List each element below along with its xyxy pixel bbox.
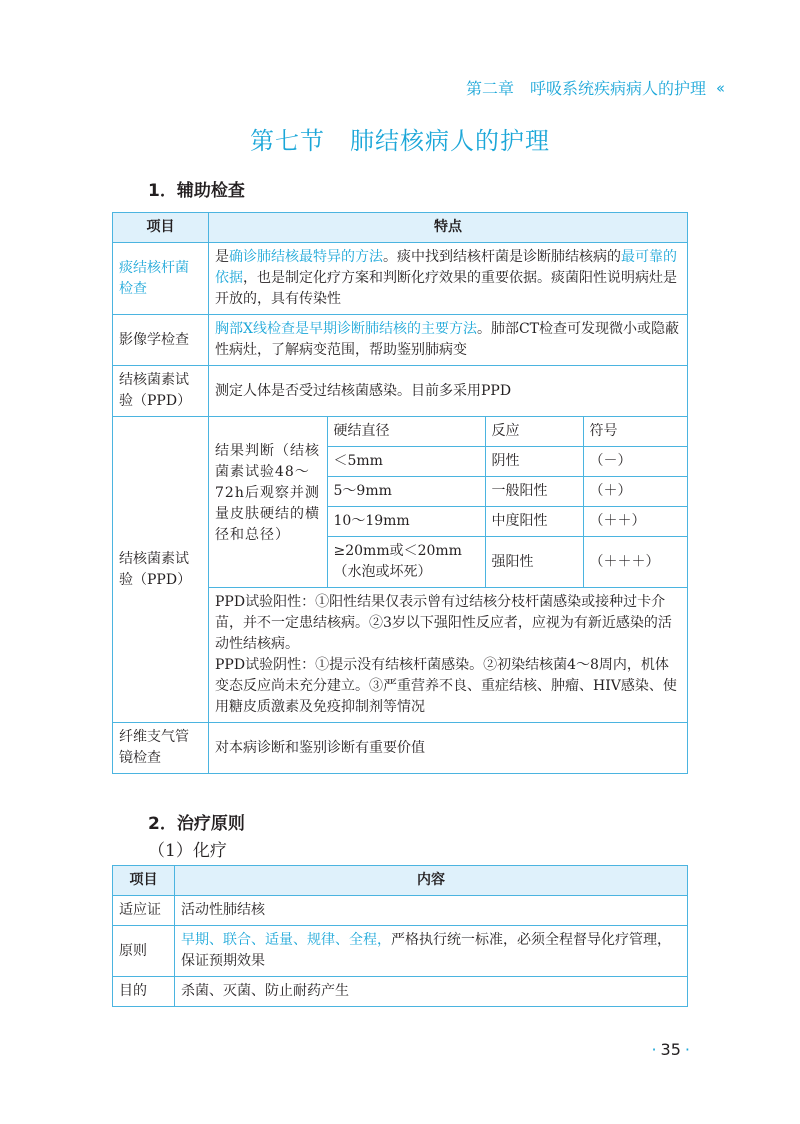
table-row <box>113 417 688 723</box>
text: 严格执行统一标准，必须全程督导化疗管理，保证预期效果 <box>181 932 671 969</box>
page-number-value: 35 <box>660 1040 681 1059</box>
sub-cell-reaction: 一般阳性 <box>485 477 583 507</box>
ppd-positive-text: PPD试验阳性：①阳性结果仅表示曾有过结核分枝杆菌感染或接种过卡介苗，并不一定患结核病。②3岁以下强阳性反应者，应视为有新近感染的活动性结核病。 <box>215 594 672 652</box>
sub-cell-reaction: 强阳性 <box>485 537 583 588</box>
row-item-purpose: 目的 <box>113 977 175 1007</box>
sub-cell-diameter: 10～19mm <box>327 507 485 537</box>
section-title: 第七节 肺结核病人的护理 <box>250 127 550 155</box>
sub-cell-symbol: （－） <box>583 447 687 477</box>
text: 。肺部CT检查可发现微小或隐蔽性病灶，了解病变范围，帮助鉴别肺病变 <box>215 321 680 358</box>
sub-cell-diameter: ≥20mm或＜20mm（水泡或坏死） <box>327 537 485 588</box>
running-header <box>466 76 722 99</box>
page-number <box>651 1040 690 1059</box>
heading-auxiliary-exam: 1．辅助检查 <box>148 181 245 201</box>
row-item-indication: 适应证 <box>113 896 175 926</box>
heading-chemotherapy: （1）化疗 <box>148 841 227 861</box>
table-row <box>113 896 688 926</box>
header-feature: 特点 <box>209 213 688 243</box>
sub-cell-diameter: 5～9mm <box>327 477 485 507</box>
row-feature-sputum <box>209 243 688 315</box>
row-feature-imaging <box>209 315 688 366</box>
table-row <box>113 366 688 417</box>
highlight-text: 早期、联合、适量、规律、全程， <box>181 932 391 948</box>
text: 是 <box>215 249 229 265</box>
row-item-principle: 原则 <box>113 926 175 977</box>
sub-header-diameter: 硬结直径 <box>327 417 485 447</box>
row-item-sputum: 痰结核杆菌检查 <box>113 243 209 315</box>
sub-cell-reaction: 中度阳性 <box>485 507 583 537</box>
row-content-principle <box>175 926 688 977</box>
ppd-judge-note: 结果判断（结核菌素试验48～72h后观察并测量皮肤硬结的横径和总径） <box>209 417 327 588</box>
ppd-explanation <box>209 588 687 723</box>
text: ，也是制定化疗方案和判断化疗效果的重要依据。痰菌阳性说明病灶是开放的，具有传染性 <box>215 270 677 307</box>
chapter-title: 第二章 呼吸系统疾病病人的护理 <box>465 79 706 98</box>
chevron-left-icon: ‹‹ <box>716 78 722 97</box>
row-item-imaging: 影像学检查 <box>113 315 209 366</box>
row-item-ppd: 结核菌素试验（PPD） <box>113 366 209 417</box>
table-row <box>113 977 688 1007</box>
highlight-text: 胸部X线检查是早期诊断肺结核的主要方法 <box>215 321 477 337</box>
dot-right: · <box>684 1040 690 1059</box>
row-content-indication: 活动性肺结核 <box>175 896 688 926</box>
sub-cell-symbol: （＋） <box>583 477 687 507</box>
table-row <box>113 315 688 366</box>
header-item: 项目 <box>113 866 175 896</box>
highlight-text: 确诊肺结核最特异的方法 <box>229 249 383 265</box>
sub-cell-diameter: ＜5mm <box>327 447 485 477</box>
table-row <box>113 243 688 315</box>
row-item-ppd-result: 结核菌素试验（PPD） <box>113 417 209 723</box>
row-feature-bronchoscopy: 对本病诊断和鉴别诊断有重要价值 <box>209 723 688 774</box>
dot-left: · <box>651 1040 657 1059</box>
sub-cell-reaction: 阴性 <box>485 447 583 477</box>
sub-header-symbol: 符号 <box>583 417 687 447</box>
auxiliary-exam-table <box>112 212 688 774</box>
header-content: 内容 <box>175 866 688 896</box>
row-content-purpose: 杀菌、灭菌、防止耐药产生 <box>175 977 688 1007</box>
header-item: 项目 <box>113 213 209 243</box>
sub-header-reaction: 反应 <box>485 417 583 447</box>
row-feature-ppd: 测定人体是否受过结核菌感染。目前多采用PPD <box>209 366 688 417</box>
table-header-row <box>113 213 688 243</box>
table-row <box>113 723 688 774</box>
sub-cell-symbol: （＋＋＋） <box>583 537 687 588</box>
sub-cell-symbol: （＋＋） <box>583 507 687 537</box>
highlight-text: 最可靠的依据 <box>215 249 677 286</box>
chemotherapy-table <box>112 865 688 1007</box>
heading-treatment: 2．治疗原则 <box>148 814 245 834</box>
ppd-negative-text: PPD试验阴性：①提示没有结核杆菌感染。②初染结核菌4～8周内，机体变态反应尚未充分建立。③严重营养不良、重症结核、肿瘤、HIV感染、使用糖皮质激素及免疫抑制剂等情况 <box>215 657 677 715</box>
table-row <box>113 926 688 977</box>
row-item-bronchoscopy: 纤维支气管镜检查 <box>113 723 209 774</box>
table-header-row <box>113 866 688 896</box>
ppd-result-subtable <box>209 417 687 722</box>
text: 。痰中找到结核杆菌是诊断肺结核病的 <box>383 249 621 265</box>
row-feature-ppd-result <box>209 417 688 723</box>
